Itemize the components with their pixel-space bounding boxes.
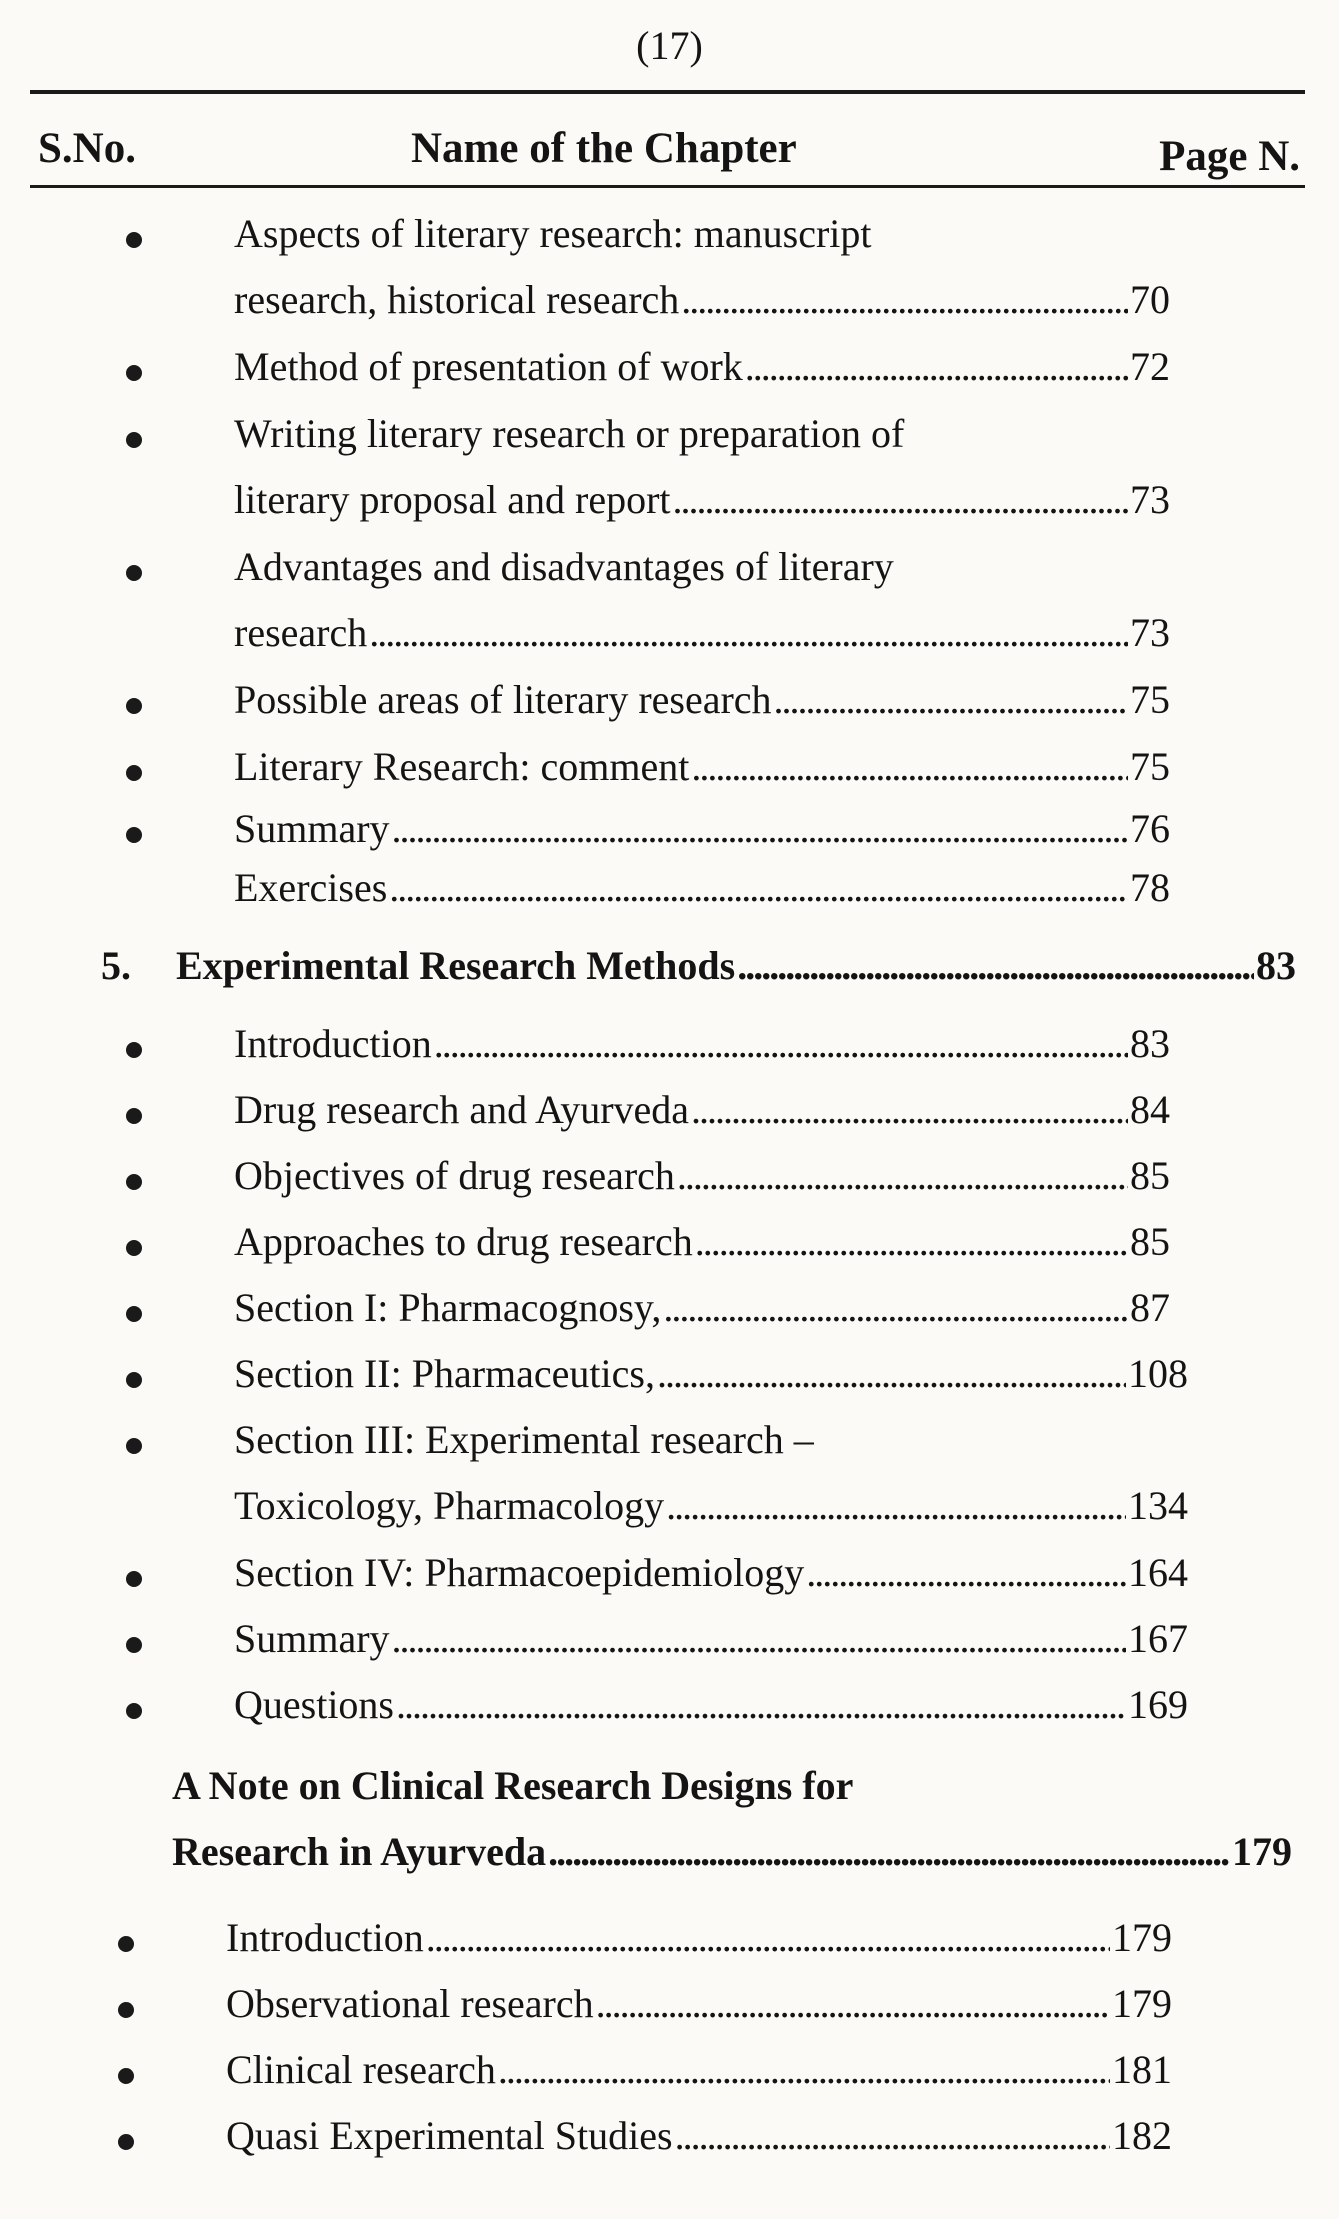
- toc-entry: [118, 1980, 1172, 2046]
- entry-text: Approaches to drug research: [234, 1219, 693, 1264]
- bullet-icon: [126, 1306, 142, 1322]
- entry-page: 179: [1112, 1981, 1172, 2026]
- toc-entry: [126, 210, 1170, 342]
- bullet-icon: [126, 432, 142, 448]
- note-page: 179: [1232, 1829, 1292, 1874]
- bullet-icon: [126, 1174, 142, 1190]
- entry-page: 181: [1112, 2047, 1172, 2092]
- bullet-icon: [126, 1571, 142, 1587]
- entry-text: Section III: Experimental research –: [234, 1417, 814, 1462]
- bullet-icon: [126, 765, 142, 781]
- bullet-icon: [126, 1240, 142, 1256]
- bullet-icon: [118, 2134, 134, 2150]
- entry-text: Questions: [234, 1682, 394, 1727]
- page-number: (17): [636, 23, 703, 68]
- toc-entry: [118, 1914, 1172, 1980]
- bullet-icon: [118, 2002, 134, 2018]
- entry-text: Objectives of drug research: [234, 1153, 675, 1198]
- bullet-icon: [126, 1637, 142, 1653]
- entry-text: Clinical research: [226, 2047, 496, 2092]
- toc-entry: [118, 2112, 1172, 2178]
- toc-entry: [126, 1086, 1170, 1152]
- note-title-line: Research in Ayurveda: [172, 1829, 547, 1874]
- table-header: [38, 124, 1300, 184]
- bullet-icon: [126, 1108, 142, 1124]
- entry-text: Summary: [234, 1616, 390, 1661]
- entry-text: Aspects of literary research: manuscript: [234, 211, 872, 256]
- header-sno: S.No.: [38, 125, 136, 172]
- toc-entry: [118, 2046, 1172, 2112]
- note-title-line: A Note on Clinical Research Designs for: [172, 1763, 854, 1808]
- entry-page: 73: [1130, 477, 1170, 522]
- entry-text: Toxicology, Pharmacology: [234, 1483, 665, 1528]
- toc-entry: [126, 743, 1170, 809]
- entry-text: Observational research: [226, 1981, 594, 2026]
- entry-text: Possible areas of literary research: [234, 677, 772, 722]
- entry-page: 75: [1130, 677, 1170, 722]
- bullet-icon: [126, 232, 142, 248]
- entry-text: Section II: Pharmaceutics,: [234, 1351, 655, 1396]
- toc-entry: [126, 864, 1170, 930]
- entry-text: Writing literary research or preparation of: [234, 411, 905, 456]
- entry-page: 179: [1112, 1915, 1172, 1960]
- entry-page: 84: [1130, 1087, 1170, 1132]
- entry-page: 87: [1130, 1285, 1170, 1330]
- entry-text: Literary Research: comment: [234, 744, 690, 789]
- toc-entry: [126, 1020, 1170, 1086]
- entry-text: Summary: [234, 806, 390, 851]
- toc-entry: [126, 805, 1170, 871]
- entry-text: Section IV: Pharmacoepidemiology: [234, 1550, 805, 1595]
- bullet-icon: [126, 1042, 142, 1058]
- entry-page: 182: [1112, 2113, 1172, 2158]
- entry-text: research: [234, 610, 368, 655]
- bullet-icon: [126, 827, 142, 843]
- entry-page: 169: [1128, 1682, 1188, 1727]
- toc-entry: [126, 343, 1170, 409]
- bullet-icon: [126, 1438, 142, 1454]
- toc-entry: [126, 1350, 1188, 1416]
- bullet-icon: [126, 565, 142, 581]
- entry-text: Drug research and Ayurveda: [234, 1087, 690, 1132]
- bullet-icon: [126, 1703, 142, 1719]
- header-page: Page N.: [1159, 133, 1300, 180]
- chapter-heading: [101, 942, 1296, 1008]
- entry-page: 83: [1130, 1021, 1170, 1066]
- toc-entry: [126, 1416, 1188, 1548]
- bullet-icon: [118, 1936, 134, 1952]
- entry-page: 167: [1128, 1616, 1188, 1661]
- entry-page: 76: [1130, 806, 1170, 851]
- entry-page: 73: [1130, 610, 1170, 655]
- entry-page: 164: [1128, 1550, 1188, 1595]
- chapter-title: Experimental Research Methods: [176, 943, 736, 988]
- top-rule: [30, 90, 1305, 94]
- toc-entry: [126, 1218, 1170, 1284]
- entry-text: literary proposal and report: [234, 477, 671, 522]
- chapter-page: 83: [1256, 943, 1296, 988]
- toc-entry: [126, 1681, 1188, 1747]
- entry-text: research, historical research: [234, 277, 680, 322]
- chapter-number: 5.: [101, 943, 131, 988]
- toc-entry: [126, 1549, 1188, 1615]
- entry-page: 85: [1130, 1219, 1170, 1264]
- bullet-icon: [118, 2068, 134, 2084]
- toc-entry: [126, 1615, 1188, 1681]
- toc-entry: [126, 1152, 1170, 1218]
- entry-page: 85: [1130, 1153, 1170, 1198]
- header-chapter-name: Name of the Chapter: [411, 125, 797, 172]
- entry-text: Exercises: [234, 865, 388, 910]
- entry-text: Section I: Pharmacognosy,: [234, 1285, 662, 1330]
- toc-entry: [126, 410, 1170, 542]
- toc-entry: [126, 1284, 1170, 1350]
- entry-text: Advantages and disadvantages of literary: [234, 544, 894, 589]
- entry-text: Introduction: [234, 1021, 432, 1066]
- entry-page: 108: [1128, 1351, 1188, 1396]
- entry-text: Introduction: [226, 1915, 424, 1960]
- bullet-icon: [126, 698, 142, 714]
- toc-entry: [126, 676, 1170, 742]
- bullet-icon: [126, 1372, 142, 1388]
- entry-page: 70: [1130, 277, 1170, 322]
- entry-page: 72: [1130, 344, 1170, 389]
- entry-page: 134: [1128, 1483, 1188, 1528]
- note-heading: [172, 1762, 1292, 1894]
- entry-page: 75: [1130, 744, 1170, 789]
- entry-page: 78: [1130, 865, 1170, 910]
- entry-text: Method of presentation of work: [234, 344, 743, 389]
- toc-entry: [126, 543, 1170, 675]
- entry-text: Quasi Experimental Studies: [226, 2113, 673, 2158]
- bullet-icon: [126, 365, 142, 381]
- header-rule: [30, 185, 1305, 188]
